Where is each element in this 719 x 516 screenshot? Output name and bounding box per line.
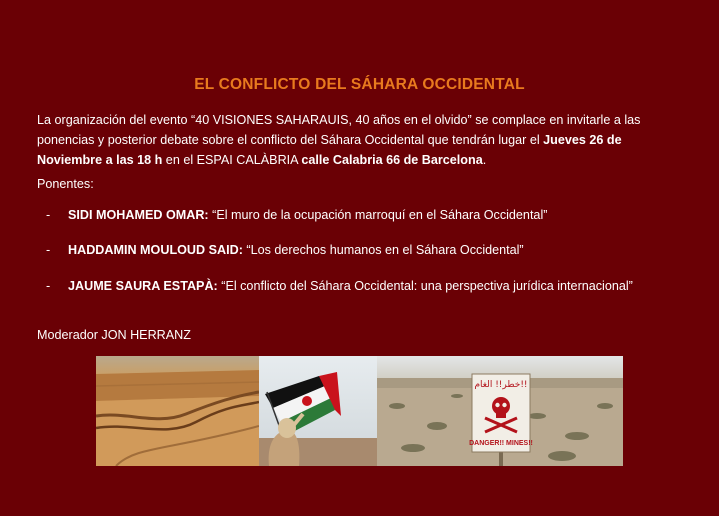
bullet-dash: - bbox=[46, 243, 51, 257]
photo-strip bbox=[96, 356, 623, 466]
speaker-item bbox=[46, 208, 547, 222]
intro-paragraph bbox=[37, 110, 687, 170]
event-date: Jueves 26 de Noviembre a las 18 h bbox=[37, 133, 622, 167]
bullet-dash: - bbox=[46, 208, 51, 222]
speaker-name: JAUME SAURA ESTAPÀ: bbox=[68, 279, 218, 293]
intro-text-1: La organización del evento “40 VISIONES SAHARAUIS, 40 años en el olvido” se complace en invitarle a las ponencias y posterior debate sobre el conflicto del Sáhara Occidental que tendrán lugar el bbox=[37, 113, 641, 147]
speaker-talk: “El muro de la ocupación marroquí en el Sáhara Occidental” bbox=[208, 208, 548, 222]
speakers-label: Ponentes: bbox=[37, 177, 94, 191]
speaker-name: SIDI MOHAMED OMAR: bbox=[68, 208, 209, 222]
speaker-item bbox=[46, 243, 524, 257]
page-title: EL CONFLICTO DEL SÁHARA OCCIDENTAL bbox=[194, 76, 525, 93]
mines-sign-photo bbox=[377, 356, 623, 466]
sign-arabic-text: خطر!! الغام!! bbox=[474, 380, 528, 390]
sign-english-text: DANGER!! MINES!! bbox=[469, 440, 533, 447]
desert-wall-photo bbox=[96, 356, 259, 466]
intro-text-3: . bbox=[482, 153, 487, 167]
speaker-talk: “Los derechos humanos en el Sáhara Occidental” bbox=[242, 243, 524, 257]
bullet-dash: - bbox=[46, 279, 51, 293]
intro-text-2: en el ESPAI CALÀBRIA bbox=[162, 153, 302, 167]
speaker-item bbox=[46, 279, 633, 293]
flag-photo bbox=[259, 356, 377, 466]
event-address: calle Calabria 66 de Barcelona bbox=[301, 153, 483, 167]
moderator-line: Moderador JON HERRANZ bbox=[37, 328, 191, 342]
speaker-name: HADDAMIN MOULOUD SAID: bbox=[68, 243, 243, 257]
speaker-talk: “El conflicto del Sáhara Occidental: una perspectiva jurídica internacional” bbox=[217, 279, 633, 293]
